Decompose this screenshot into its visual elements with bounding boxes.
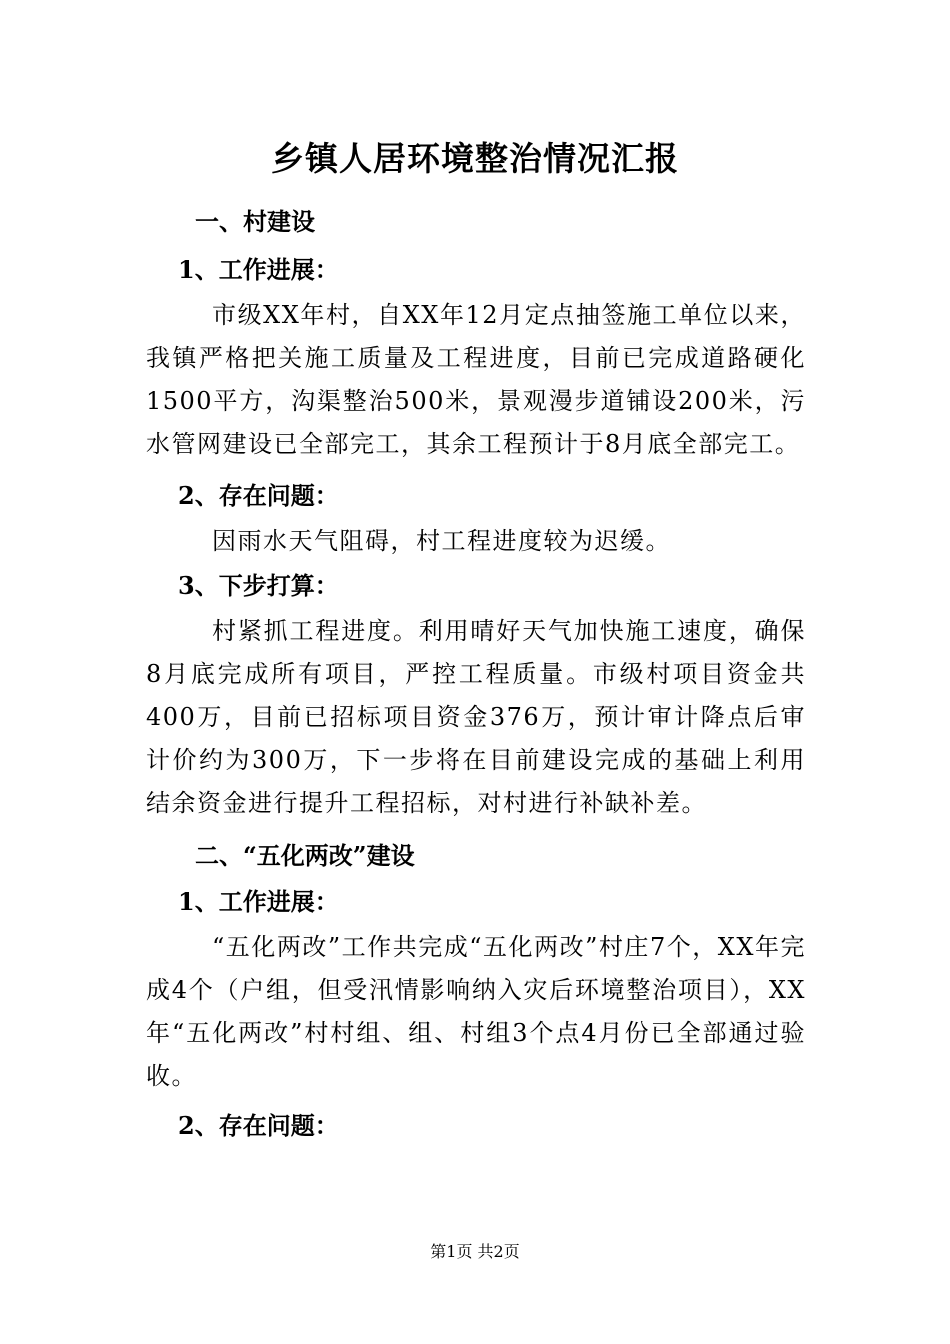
- section1-plans-text: 村紧抓工程进度。利用晴好天气加快施工速度，确保8月底完成所有项目，严控工程质量。市级村项目资金共400万，目前已招标项目资金376万，预计审计降点后审计价约为300万，下一步将在目前建设完成的基础上利用结余资金进行提升工程招标，对村进行补缺补差。: [146, 617, 806, 817]
- section1-problems-heading: 2、存在问题：: [178, 481, 339, 510]
- section2-problems-heading: 2、存在问题：: [178, 1111, 339, 1140]
- page-footer: 第1页 共2页: [430, 1242, 520, 1261]
- document-title: 乡镇人居环境整治情况汇报: [271, 139, 679, 178]
- section2-heading: 二、“五化两改”建设: [195, 841, 415, 870]
- section1-plans-heading: 3、下步打算：: [178, 571, 339, 600]
- section2-progress-text: “五化两改”工作共完成“五化两改”村庄7个，XX年完成4个（户组，但受汛情影响纳入灾后环境整治项目），XX年“五化两改”村村组、组、村组3个点4月份已全部通过验收。: [146, 933, 806, 1090]
- section1-problems-text: 因雨水天气阻碍，村工程进度较为迟缓。: [212, 527, 671, 555]
- section2-progress-heading: 1、工作进展：: [178, 887, 339, 916]
- section1-progress-text: 市级XX年村，自XX年12月定点抽签施工单位以来，我镇严格把关施工质量及工程进度，目前已完成道路硬化1500平方，沟渠整治500米，景观漫步道铺设200米，污水管网建设已全部完工，其余工程预计于8月底全部完工。: [146, 301, 806, 458]
- section1-progress-heading: 1、工作进展：: [178, 255, 339, 284]
- section1-heading: 一、村建设: [195, 207, 315, 236]
